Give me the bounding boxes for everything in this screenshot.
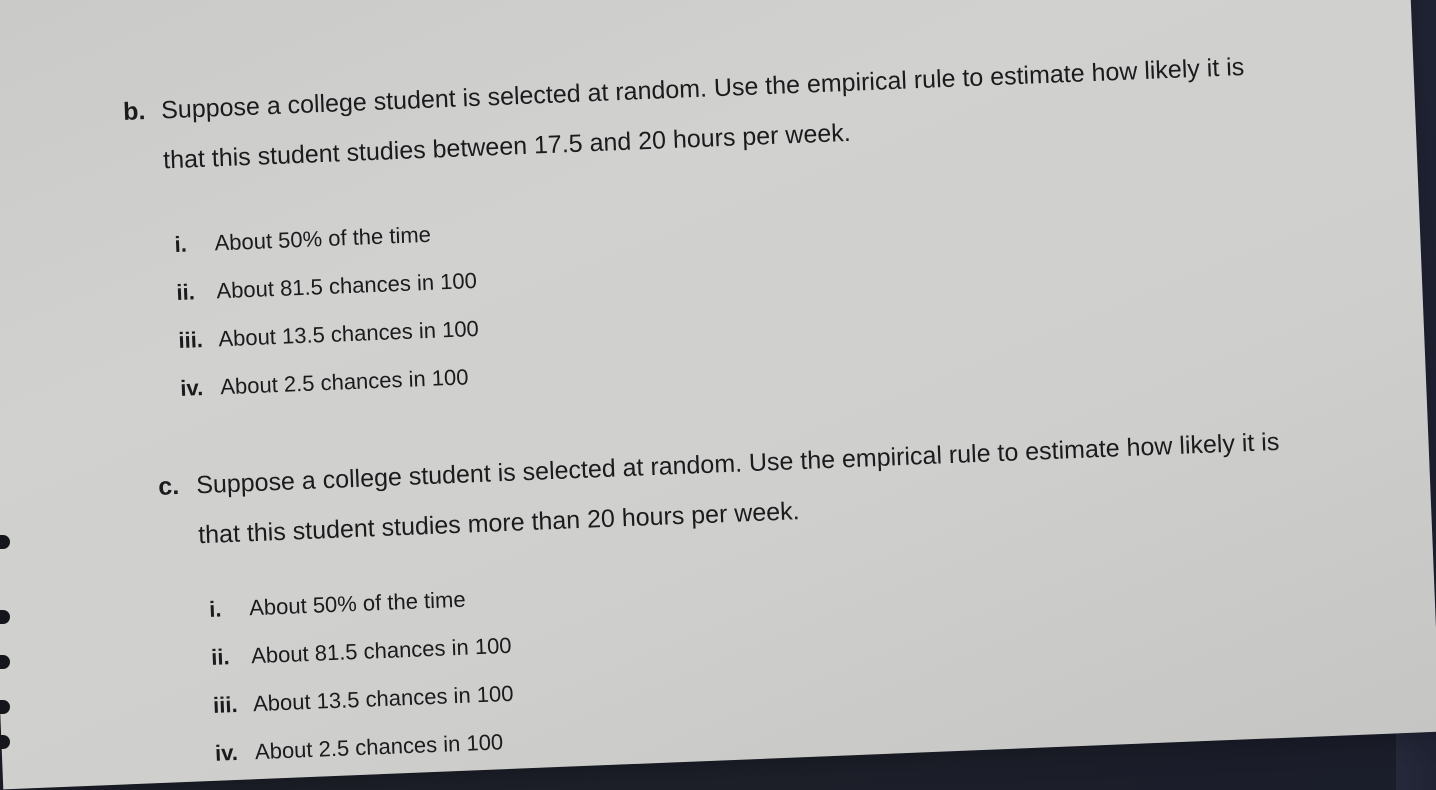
option-text: About 81.5 chances in 100 — [215, 267, 478, 304]
option-text: About 50% of the time — [248, 586, 467, 621]
answer-options — [208, 574, 516, 778]
option-number: i. — [174, 231, 188, 258]
option-text: About 13.5 chances in 100 — [217, 315, 480, 352]
question-c — [157, 415, 1318, 766]
answer-options — [174, 209, 482, 413]
option-text: About 50% of the time — [214, 221, 432, 256]
question-letter: c. — [157, 472, 180, 501]
option-number: iv. — [179, 374, 204, 401]
option-number: iii. — [212, 691, 239, 718]
question-stem: Suppose a college student is selected at random. Use the empirical rule to estimate how likely it is that this student studies between 17.5 and 20 hours per week. — [160, 52, 1245, 175]
question-letter: b. — [122, 97, 146, 126]
option-text: About 81.5 chances in 100 — [250, 632, 512, 669]
option-number: ii. — [176, 279, 196, 305]
question-stem: Suppose a college student is selected at random. Use the empirical rule to estimate how likely it is that this student studies more than 20 hours per week. — [195, 427, 1280, 550]
option-text: About 2.5 chances in 100 — [219, 364, 469, 400]
option-text: About 13.5 chances in 100 — [252, 680, 514, 717]
option-number: iv. — [214, 739, 239, 766]
option-text: About 2.5 chances in 100 — [254, 729, 504, 765]
option-number: ii. — [210, 644, 231, 670]
option-number: iii. — [177, 326, 204, 353]
question-b — [122, 41, 1283, 401]
option-number: i. — [208, 596, 222, 622]
